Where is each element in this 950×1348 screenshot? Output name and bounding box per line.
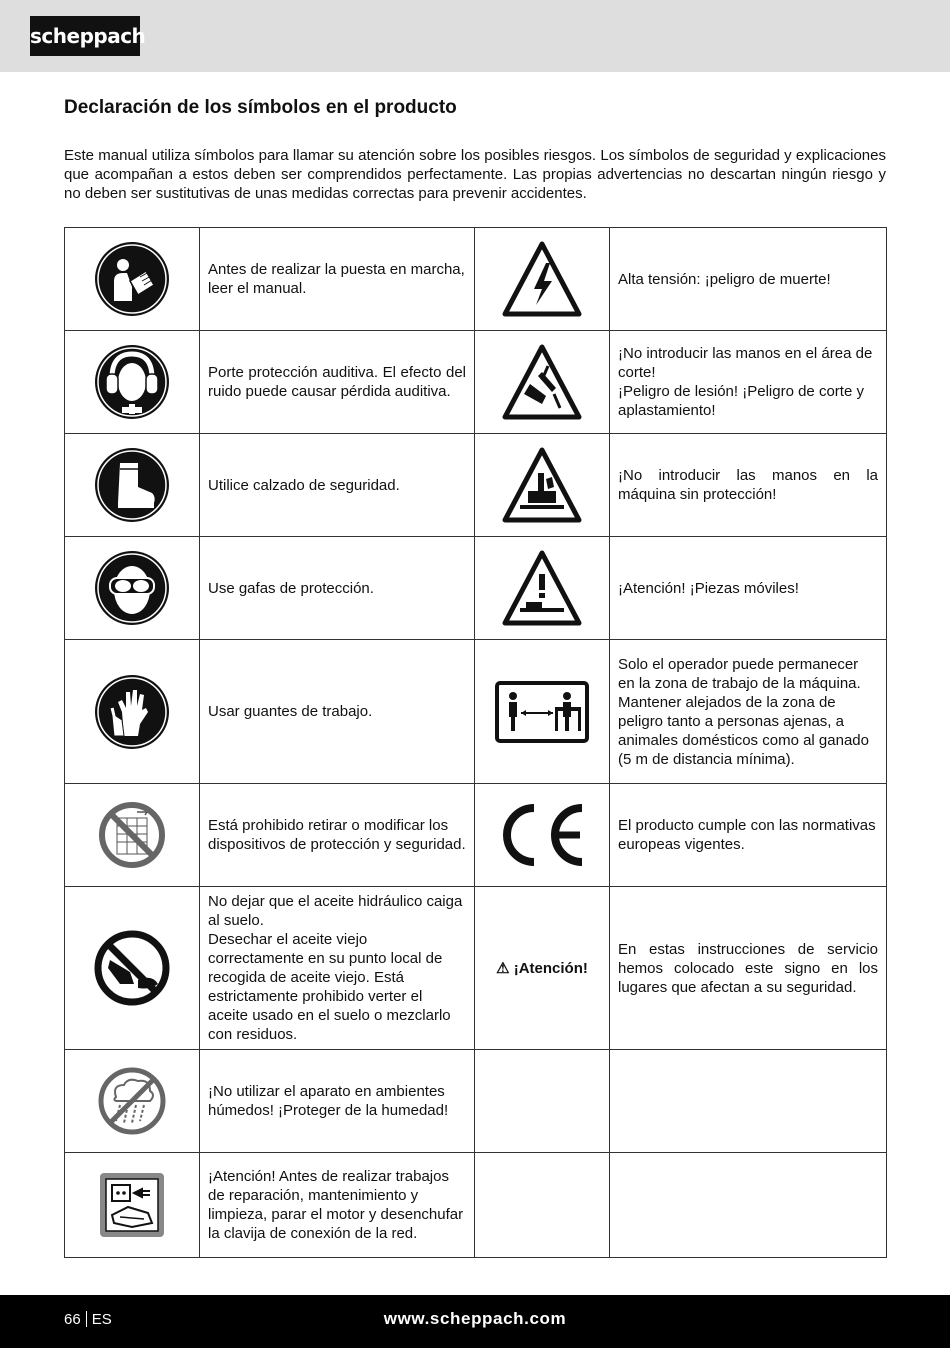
- hand-cut-crush-warning-icon: [475, 331, 610, 434]
- scheppach-logo: scheppach: [30, 16, 140, 56]
- attention-label: ⚠ ¡Atención!: [496, 959, 588, 977]
- no-removing-guards-icon: [65, 784, 200, 887]
- symbol-description: ¡No introducir las manos en el área de corte! ¡Peligro de lesión! ¡Peligro de corte y aplastamiento!: [618, 345, 873, 419]
- table-row: [65, 784, 887, 887]
- high-voltage-warning-icon: [475, 228, 610, 331]
- table-row: [65, 228, 887, 331]
- intro-paragraph: Este manual utiliza símbolos para llamar su atención sobre los posibles riesgos. Los símbolos de seguridad y explicaciones que acompañan a estos deben ser comprendidos perfectamente. Las propias advertencias no descartan ningún riesgo y no deben ser sustitutivas de unas medidas correctas para prevenir accidentes.: [64, 147, 886, 202]
- table-row: [65, 1050, 887, 1153]
- symbol-description: ¡Atención! ¡Piezas móviles!: [618, 579, 799, 597]
- symbols-table: [64, 227, 887, 1258]
- hearing-protection-icon: [65, 331, 200, 434]
- page-number-value: 66: [64, 1311, 81, 1328]
- symbol-description: Alta tensión: ¡peligro de muerte!: [618, 270, 831, 288]
- unplug-before-maintenance-icon: [65, 1153, 200, 1258]
- safety-goggles-icon: [65, 537, 200, 640]
- moving-parts-warning-icon: [475, 537, 610, 640]
- table-row: [65, 640, 887, 784]
- read-manual-icon: [65, 228, 200, 331]
- no-oil-spill-icon: [65, 887, 200, 1050]
- language-code: ES: [91, 1311, 112, 1328]
- symbol-description: ¡Atención! Antes de realizar trabajos de reparación, mantenimiento y limpieza, parar el motor y desenchufar la clavija de conexión de la red.: [208, 1168, 464, 1242]
- symbol-description: Use gafas de protección.: [208, 579, 374, 597]
- ce-mark-icon: [475, 784, 610, 887]
- empty-icon-cell: [475, 1050, 610, 1153]
- table-row: [65, 537, 887, 640]
- table-row: [65, 331, 887, 434]
- header-band: [0, 0, 950, 72]
- symbol-description: Usar guantes de trabajo.: [208, 703, 373, 720]
- symbol-description: ¡No introducir las manos en la máquina sin protección!: [618, 467, 878, 503]
- table-row: [65, 434, 887, 537]
- work-gloves-icon: [65, 640, 200, 784]
- symbol-description: ¡No utilizar el aparato en ambientes húmedos! ¡Proteger de la humedad!: [208, 1083, 449, 1119]
- symbol-description: En estas instrucciones de servicio hemos colocado este signo en los lugares que afectan a su seguridad.: [618, 940, 878, 996]
- symbol-description: Utilice calzado de seguridad.: [208, 476, 400, 494]
- operator-distance-icon: [475, 640, 610, 784]
- safety-boots-icon: [65, 434, 200, 537]
- symbol-description: El producto cumple con las normativas europeas vigentes.: [618, 817, 876, 853]
- empty-icon-cell: [475, 1153, 610, 1258]
- page-title: Declaración de los símbolos en el producto: [64, 97, 457, 118]
- hand-in-machine-warning-icon: [475, 434, 610, 537]
- attention-label-cell: [475, 887, 610, 1050]
- table-row: [65, 887, 887, 1050]
- website-link[interactable]: www.scheppach.com: [383, 1309, 567, 1328]
- footer-band: [0, 1295, 950, 1348]
- symbol-description: Solo el operador puede permanecer en la zona de trabajo de la máquina. Mantener alejados de la zona de peligro tanto a personas ajenas, a animales domésticos como al ganado (5 m de distancia mínima).: [618, 655, 869, 768]
- table-row: [65, 1153, 887, 1258]
- no-humidity-icon: [65, 1050, 200, 1153]
- symbol-description: Está prohibido retirar o modificar los dispositivos de protección y seguridad.: [208, 817, 466, 853]
- symbol-description: No dejar que el aceite hidráulico caiga al suelo. Desechar el aceite viejo correctamente en su punto local de recogida de aceite viejo. Está estrictamente prohibido verter el aceite usado en el suelo o mezclarlo con residuos.: [208, 893, 463, 1043]
- symbol-description: Antes de realizar la puesta en marcha, leer el manual.: [208, 261, 465, 297]
- symbol-description: Porte protección auditiva. El efecto del ruido puede causar pérdida auditiva.: [208, 364, 466, 400]
